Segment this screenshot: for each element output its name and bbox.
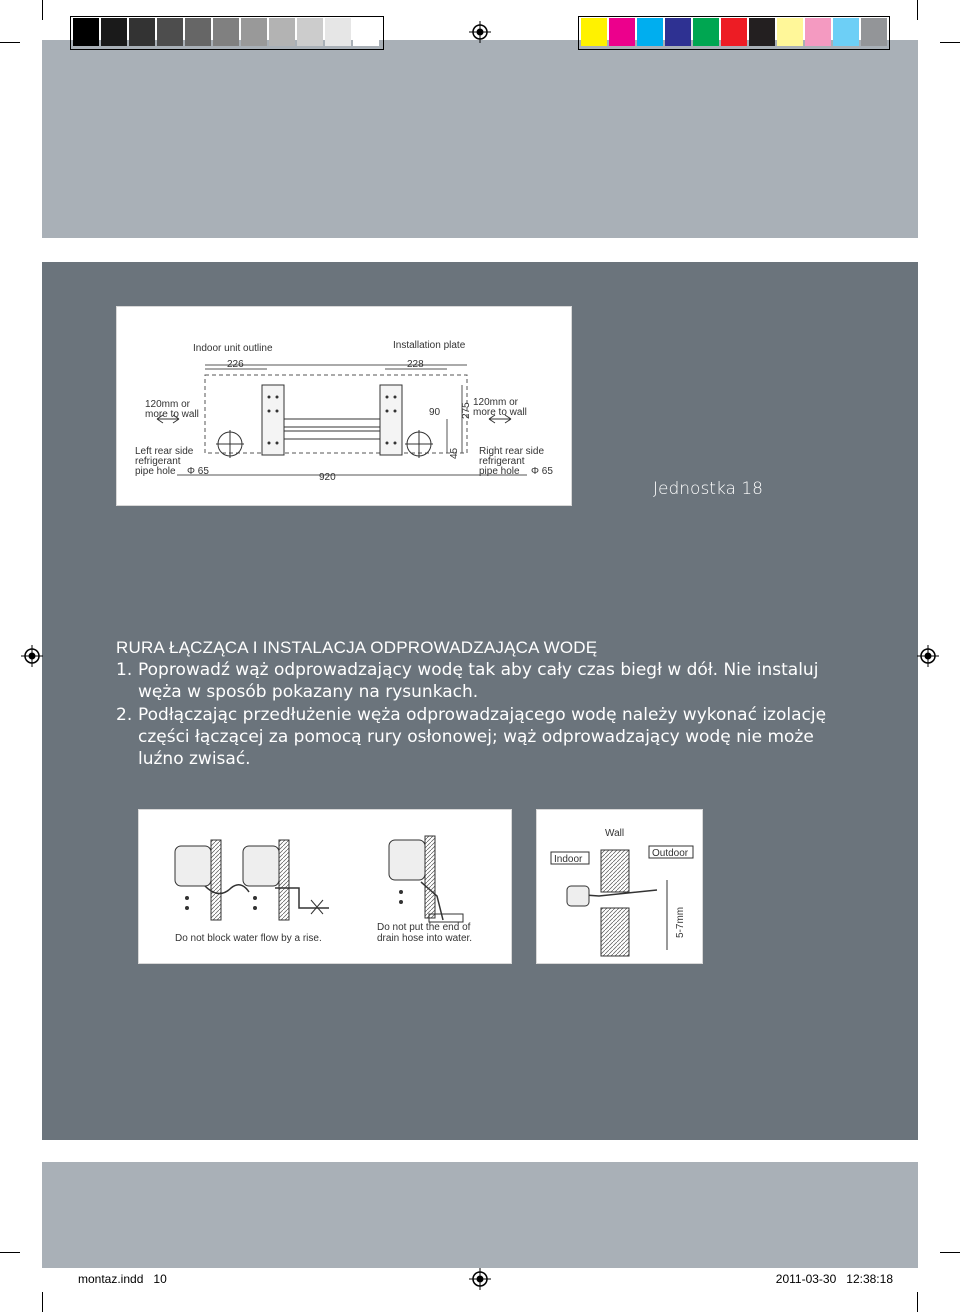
right-pipe-hole-label: refrigerant xyxy=(479,456,525,467)
drain-caption-right: drain hose into water. xyxy=(377,933,473,944)
drain-hose-diagram xyxy=(138,809,512,964)
crop-mark xyxy=(940,1252,960,1253)
color-swatch xyxy=(101,18,127,46)
crop-mark xyxy=(917,0,918,20)
color-swatch xyxy=(693,18,719,46)
crop-mark xyxy=(0,42,20,43)
right-pipe-hole-label: Right rear side xyxy=(479,446,545,457)
color-swatch xyxy=(297,18,323,46)
color-swatch xyxy=(185,18,211,46)
instruction-text: Podłączając przedłużenie węża odprowadzającego wodę należy wykonać izolację części łączącej za pomocą rury osłonowej; wąż odprowadzający wodę nie może luźno zwisać. xyxy=(138,705,827,769)
bottom-band xyxy=(42,1162,918,1268)
instruction-text: Poprowadź wąż odprowadzający wodę tak aby cały czas biegł w dół. Nie instaluj węża w sposób pokazany na rysunkach. xyxy=(138,660,819,702)
drain-caption-left: Do not block water flow by a rise. xyxy=(175,933,322,944)
registration-mark-icon xyxy=(917,645,939,667)
left-pipe-hole-label: Left rear side xyxy=(135,446,194,457)
color-swatch xyxy=(353,18,379,46)
crop-mark xyxy=(42,1292,43,1312)
dim-45: 45 xyxy=(449,447,460,459)
drain-caption-right: Do not put the end of xyxy=(377,922,471,933)
left-clearance-label: more to wall xyxy=(145,409,199,420)
color-swatch xyxy=(749,18,775,46)
color-swatch xyxy=(581,18,607,46)
slug-page: 10 xyxy=(153,1272,167,1286)
registration-mark-icon xyxy=(469,21,491,43)
instruction-number: 1. xyxy=(116,660,133,680)
dim-920: 920 xyxy=(319,472,336,483)
left-pipe-hole-label: pipe hole xyxy=(135,466,176,477)
color-swatch xyxy=(325,18,351,46)
right-clearance-label: more to wall xyxy=(473,407,527,418)
color-swatch xyxy=(129,18,155,46)
color-swatch xyxy=(609,18,635,46)
color-swatch xyxy=(269,18,295,46)
color-swatch xyxy=(637,18,663,46)
crop-mark xyxy=(917,1292,918,1312)
left-clearance-label: 120mm or xyxy=(145,399,191,410)
outdoor-label: Outdoor xyxy=(652,848,689,859)
color-swatch xyxy=(833,18,859,46)
color-swatch xyxy=(665,18,691,46)
color-swatch xyxy=(241,18,267,46)
wall-label: Wall xyxy=(605,828,625,839)
slug-time: 12:38:18 xyxy=(846,1272,893,1286)
right-pipe-hole-diameter: Φ 65 xyxy=(531,466,553,477)
indoor-label: Indoor xyxy=(554,854,583,865)
instruction-item-2 xyxy=(116,704,876,774)
crop-mark xyxy=(0,1252,20,1253)
color-swatch xyxy=(861,18,887,46)
instruction-item-1 xyxy=(116,659,876,705)
crop-mark xyxy=(940,42,960,43)
registration-mark-icon xyxy=(21,645,43,667)
crop-mark xyxy=(42,0,43,20)
slug-file xyxy=(78,1272,167,1286)
unit-label: Jednostka 18 xyxy=(653,479,763,499)
indoor-outline-label: Indoor unit outline xyxy=(193,343,273,354)
color-swatch xyxy=(157,18,183,46)
section-title: RURA ŁĄCZĄCA I INSTALACJA ODPROWADZAJĄCA WODĘ xyxy=(116,638,598,657)
dim-228: 228 xyxy=(407,359,424,370)
left-pipe-hole-diameter: Φ 65 xyxy=(187,466,209,477)
right-clearance-label: 120mm or xyxy=(473,397,519,408)
dim-226: 226 xyxy=(227,359,244,370)
instruction-number: 2. xyxy=(116,705,133,725)
color-swatch xyxy=(73,18,99,46)
color-swatch xyxy=(777,18,803,46)
wall-slope-diagram xyxy=(536,809,703,964)
right-pipe-hole-label: pipe hole xyxy=(479,466,520,477)
dim-275: 275 xyxy=(461,402,472,419)
dim-90: 90 xyxy=(429,407,441,418)
color-swatch xyxy=(213,18,239,46)
left-pipe-hole-label: refrigerant xyxy=(135,456,181,467)
top-band xyxy=(42,40,918,238)
color-swatch xyxy=(721,18,747,46)
registration-mark-icon xyxy=(469,1268,491,1290)
slug-filename: montaz.indd xyxy=(78,1272,144,1286)
color-swatch xyxy=(805,18,831,46)
slug-date: 2011-03-30 xyxy=(775,1272,837,1286)
installation-plate-label: Installation plate xyxy=(393,340,466,351)
slope-label: 5-7mm xyxy=(675,906,686,938)
installation-plate-diagram xyxy=(116,306,572,506)
slug-timestamp xyxy=(776,1272,893,1286)
